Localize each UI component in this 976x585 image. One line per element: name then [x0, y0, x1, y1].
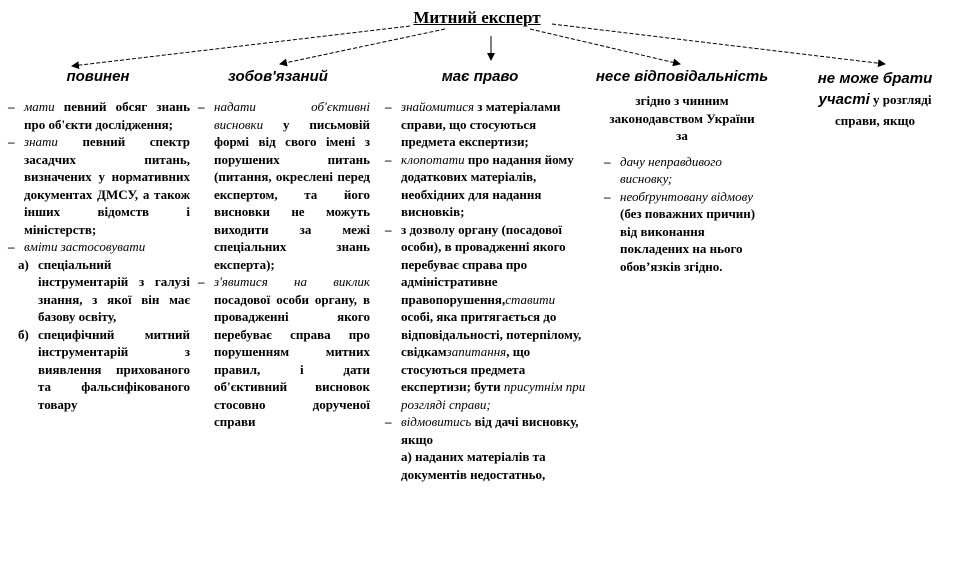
list-item [8, 98, 190, 133]
heading-povynen: повинен [66, 68, 130, 85]
item-lead: знати [24, 134, 58, 149]
arrow-to-povynen [72, 26, 410, 66]
heading-ne-mozhe-text: не може брати участі [817, 70, 933, 108]
dash-marker: – [385, 99, 392, 114]
dash-marker: – [385, 221, 392, 237]
item-text: , що стосуються предмета експертизи; бути [401, 344, 531, 394]
dash-marker: – [8, 99, 15, 114]
item-text: про надання йому додаткових матеріалів, необхідних для надання висновків; [401, 151, 574, 219]
column-maie-pravo [385, 98, 590, 483]
heading-nese-vidpovidalnist: несе відповідальність [595, 68, 769, 85]
heading-zoboviazanyi: зобов'язаний [228, 68, 328, 85]
list-item [8, 133, 190, 238]
item-text: від дачі висновку, якщо [401, 414, 579, 447]
heading-ne-mozhe-tail: у розгляді справи, якщо [835, 92, 932, 128]
arrow-to-zoboviazanyi [280, 29, 445, 64]
sub-item [8, 326, 190, 414]
dash-marker: – [198, 274, 205, 289]
column-nese-vidpovidalnist [604, 92, 760, 275]
item-lead: мати [24, 99, 55, 114]
dash-marker: – [385, 151, 392, 167]
list-item [385, 98, 590, 151]
list-item [198, 273, 370, 431]
dash-marker: – [604, 153, 611, 169]
item-text: з дозволу органу (посадової особи), в провадженні якого перебуває справа про адміністративне правопорушення, [401, 221, 566, 307]
item-text: певний обсяг знань про об'єкти дослідження; [24, 99, 190, 132]
item-lead: вміти застосовувати [24, 239, 146, 254]
item-text: посадової особи органу, в провадженні якого перебуває справа про порушенням митних правил, і дати об'єктивний висновок стосовно дорученої справи [214, 291, 370, 429]
list-item [198, 98, 370, 273]
sub-marker: б) [18, 326, 29, 342]
list-item [385, 221, 590, 414]
arrow-to-ne-mozhe [552, 24, 885, 64]
list-item [8, 238, 190, 256]
item-text: особі, яка притягається до відповідальності, потерпілому, свідкам [401, 309, 582, 359]
item-text: певний спектр засадчих питань, визначених у нормативних документах ДМСУ, а також інших відомств і міністерств; [24, 134, 190, 237]
item-text: у письмовій формі від свого імені з порушених питань (питання, окреслені перед експертом, та його висновки не можуть виходити за межі спеціальних знань експерта); [214, 116, 370, 272]
column-zoboviazanyi [198, 98, 370, 431]
list-item [385, 151, 590, 221]
column-povynen [8, 98, 190, 413]
list-item [604, 153, 760, 188]
item-lead: дачу неправдивого висновку; [620, 153, 722, 186]
item-lead: клопотати [401, 151, 465, 167]
heading-ne-mozhe [800, 68, 950, 131]
sub-item [385, 448, 590, 483]
arrow-to-nese-vidpovidalnist [530, 29, 680, 64]
item-lead: з'явитися на виклик [214, 274, 370, 289]
sub-item [8, 256, 190, 326]
item-lead: присутнім при розгляді справи; [401, 379, 586, 412]
dash-marker: – [385, 414, 392, 429]
sub-marker: а) [401, 449, 412, 464]
item-lead: необґрунтовану відмову [620, 188, 754, 204]
item-lead: ставити [505, 291, 556, 307]
list-item [604, 188, 760, 276]
item-lead: знайомитися [401, 99, 475, 114]
sub-text: спеціальний інструментарій з галузі знання, з якої він має базову освіту, [38, 256, 190, 324]
diagram-title: Митний експерт [413, 8, 541, 27]
item-lead: відмовитись [401, 414, 472, 429]
item-text: (без поважних причин) від виконання покладених на нього обов’язків згідно. [620, 206, 756, 274]
heading-maie-pravo: має право [441, 68, 519, 85]
list-item [385, 413, 590, 448]
dash-marker: – [8, 134, 15, 149]
dash-marker: – [8, 239, 15, 254]
dash-marker: – [604, 188, 611, 204]
item-lead: запитання [446, 344, 507, 359]
dash-marker: – [198, 99, 205, 114]
sub-marker: а) [18, 256, 29, 272]
sub-text: наданих матеріалів та документів недостатньо, [401, 449, 546, 482]
item-text: з матеріалами справи, що стосуються предмета експертизи; [401, 99, 561, 149]
sub-text: специфічний митний інструментарій з виявлення прихованого та фальсифікованого товару [38, 326, 190, 412]
column-intro: згідно з чинним законодавством України за [609, 93, 755, 143]
item-lead: надати об'єктивні висновки [214, 99, 370, 132]
